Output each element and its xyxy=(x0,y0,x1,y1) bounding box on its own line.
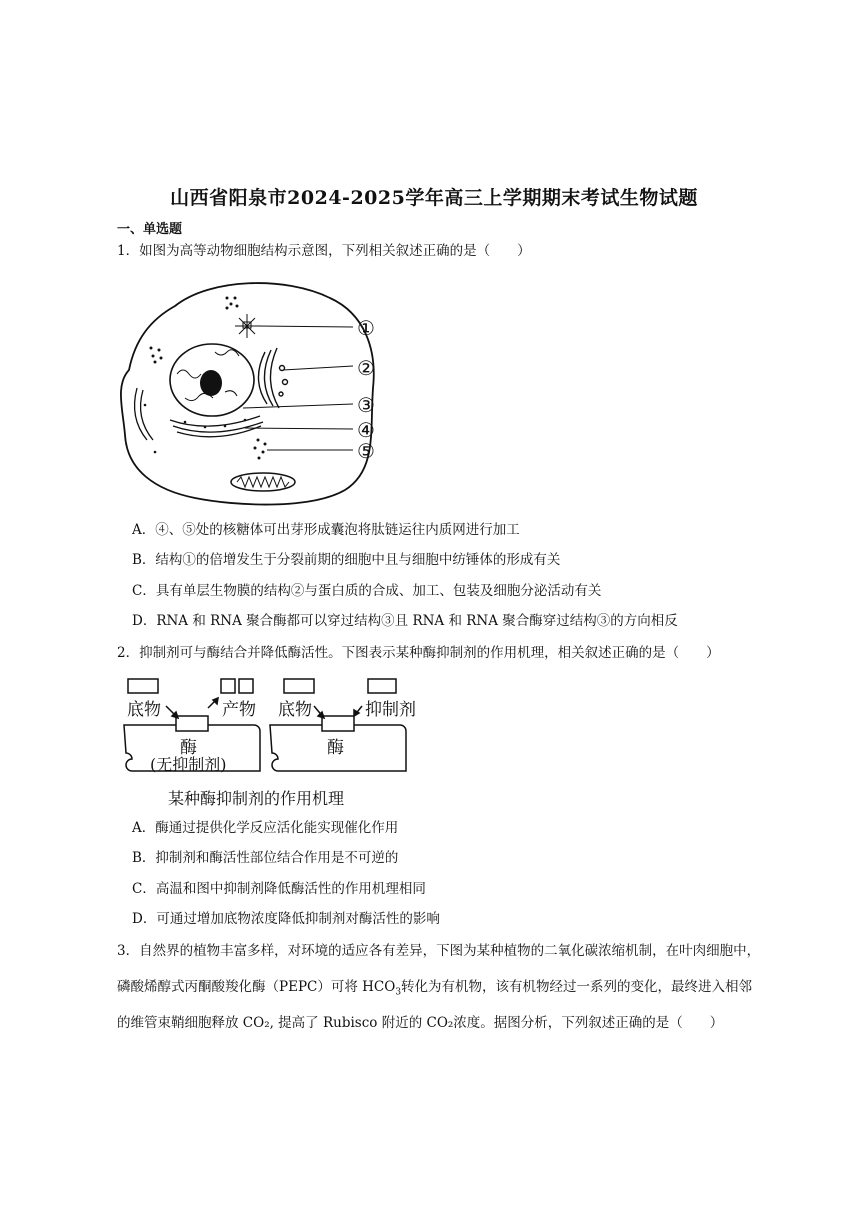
inhibitor-label: 抑制剂 xyxy=(365,700,416,720)
q2-option-d[interactable]: D．可通过增加底物浓度降低抑制剂对酶活性的影响 xyxy=(132,911,440,927)
q1-option-a[interactable]: A．④、⑤处的核糖体可出芽形成囊泡将肽链运往内质网进行加工 xyxy=(132,522,520,538)
enzyme-label-1: 酶 xyxy=(180,738,197,758)
product-label: 产物 xyxy=(222,700,256,720)
q1-option-c[interactable]: C．具有单层生物膜的结构②与蛋白质的合成、加工、包装及细胞分泌活动有关 xyxy=(132,583,602,599)
question-3-line-3: 的维管束鞘细胞释放 CO₂, 提高了 Rubisco 附近的 CO₂浓度。据图分析，下列叙述正确的是（ ） xyxy=(117,1015,724,1031)
label-2: ② xyxy=(357,356,375,380)
q2-option-b[interactable]: B．抑制剂和酶活性部位结合作用是不可逆的 xyxy=(132,850,399,866)
q2-option-a[interactable]: A．酶通过提供化学反应活化能实现催化作用 xyxy=(132,820,399,836)
label-1: ① xyxy=(357,316,375,340)
label-4: ④ xyxy=(357,418,375,442)
q3-line2-part-b: 转化为有机物，该有机物经过一系列的变化，最终进入相邻 xyxy=(401,979,753,995)
section-heading: 一、单选题 xyxy=(117,222,183,237)
nucleolus xyxy=(200,370,222,396)
label-5: ⑤ xyxy=(357,439,375,463)
q3-line2-subscript: 3 xyxy=(395,987,402,998)
question-2-stem: 2．抑制剂可与酶结合并降低酶活性。下图表示某种酶抑制剂的作用机理，相关叙述正确的是（ ） xyxy=(117,645,720,661)
question-3-line-1: 3．自然界的植物丰富多样，对环境的适应各有差异，下图为某种植物的二氧化碳浓缩机制，在叶肉细胞中， xyxy=(117,943,761,959)
page-title: 山西省阳泉市2024-2025学年高三上学期期末考试生物试题 xyxy=(170,187,698,209)
question-1-stem: 1．如图为高等动物细胞结构示意图，下列相关叙述正确的是（ ） xyxy=(117,243,531,259)
golgi-apparatus xyxy=(258,348,287,408)
q1-option-b[interactable]: B．结构①的倍增发生于分裂前期的细胞中且与细胞中纺锤体的形成有关 xyxy=(132,552,561,568)
substrate-label-2: 底物 xyxy=(278,700,312,720)
substrate-label-1: 底物 xyxy=(127,700,161,720)
q1-option-d[interactable]: D．RNA 和 RNA 聚合酶都可以穿过结构③且 RNA 和 RNA 聚合酶穿过结构③的方向相反 xyxy=(132,613,678,629)
no-inhibitor-note: (无抑制剂) xyxy=(150,755,227,774)
question-3-line-2 xyxy=(117,977,762,1003)
cell-diagram xyxy=(115,270,405,510)
mitochondrion xyxy=(231,473,295,491)
q2-option-c[interactable]: C．高温和图中抑制剂降低酶活性的作用机理相同 xyxy=(132,881,426,897)
enzyme-label-2: 酶 xyxy=(327,738,344,758)
figure-caption: 某种酶抑制剂的作用机理 xyxy=(168,789,345,808)
label-3: ③ xyxy=(357,393,375,417)
q3-line2-part-a: 磷酸烯醇式丙酮酸羧化酶（PEPC）可将 HCO xyxy=(117,979,396,995)
